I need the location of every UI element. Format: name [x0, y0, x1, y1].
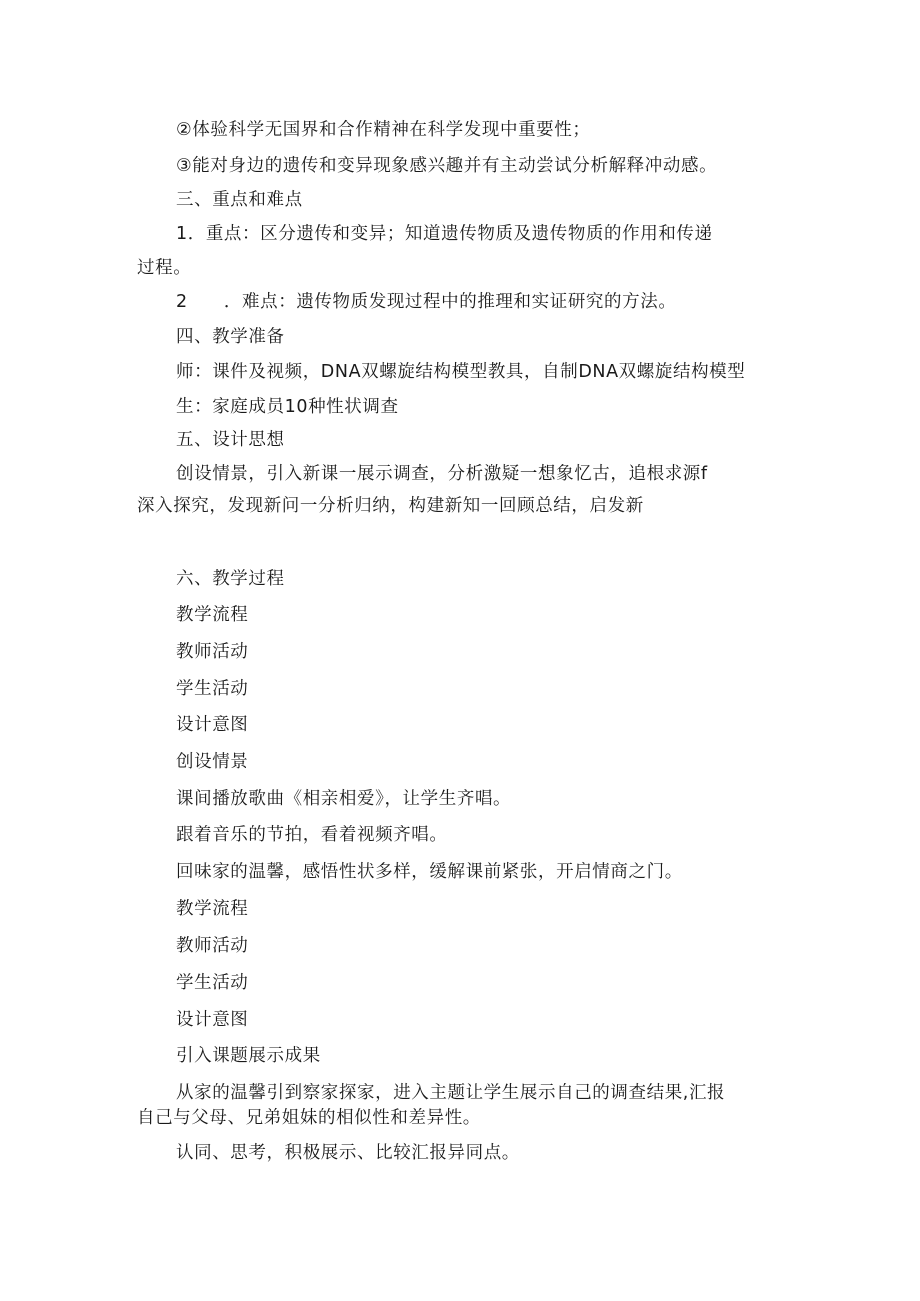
- text-line: ③能对身边的遗传和变异现象感兴趣并有主动尝试分析解释冲动感。: [176, 156, 718, 176]
- text-line: 1．重点：区分遗传和变异；知道遗传物质及遗传物质的作用和传递: [176, 224, 713, 244]
- text-line: 从家的温馨引到察家探家，进入主题让学生展示自己的调查结果,汇报: [176, 1083, 726, 1103]
- text-line: 课间播放歌曲《相亲相爱》，让学生齐唱。: [176, 789, 512, 809]
- text-line: 教师活动: [176, 642, 249, 662]
- section-heading: 五、设计思想: [176, 430, 285, 450]
- text-line: 过程。: [137, 258, 192, 278]
- text-line: 学生活动: [176, 973, 249, 993]
- text-line: 教师活动: [176, 936, 249, 956]
- text-line: 引入课题展示成果: [176, 1046, 321, 1066]
- text-line: 认同、思考，积极展示、比较汇报异同点。: [176, 1143, 520, 1163]
- section-heading: 六、教学过程: [176, 569, 285, 589]
- text-line: 自己与父母、兄弟姐妹的相似性和差异性。: [137, 1108, 481, 1128]
- text-line: 学生活动: [176, 679, 249, 699]
- text-line: ②体验科学无国界和合作精神在科学发现中重要性；: [176, 120, 591, 140]
- text-line: 教学流程: [176, 605, 249, 625]
- section-heading: 四、教学准备: [176, 327, 285, 347]
- section-heading: 三、重点和难点: [176, 190, 303, 210]
- text-line: 设计意图: [176, 1010, 249, 1030]
- text-line: 生：家庭成员10种性状调查: [176, 397, 399, 417]
- text-line: 创设情景: [176, 752, 249, 772]
- text-line: 创设情景，引入新课一展示调查，分析激疑一想象忆古，追根求源f: [176, 464, 708, 484]
- text-line: 设计意图: [176, 715, 249, 735]
- text-line: 深入探究，发现新问一分析归纳，构建新知一回顾总结，启发新: [137, 496, 644, 516]
- text-line: 教学流程: [176, 899, 249, 919]
- text-line: 回味家的温馨，感悟性状多样，缓解课前紧张，开启情商之门。: [176, 862, 683, 882]
- text-line: 2 ．难点：遗传物质发现过程中的推理和实证研究的方法。: [176, 292, 677, 312]
- text-line: 跟着音乐的节拍，看着视频齐唱。: [176, 825, 448, 845]
- text-line: 师：课件及视频，DNA双螺旋结构模型教具，自制DNA双螺旋结构模型: [176, 362, 746, 382]
